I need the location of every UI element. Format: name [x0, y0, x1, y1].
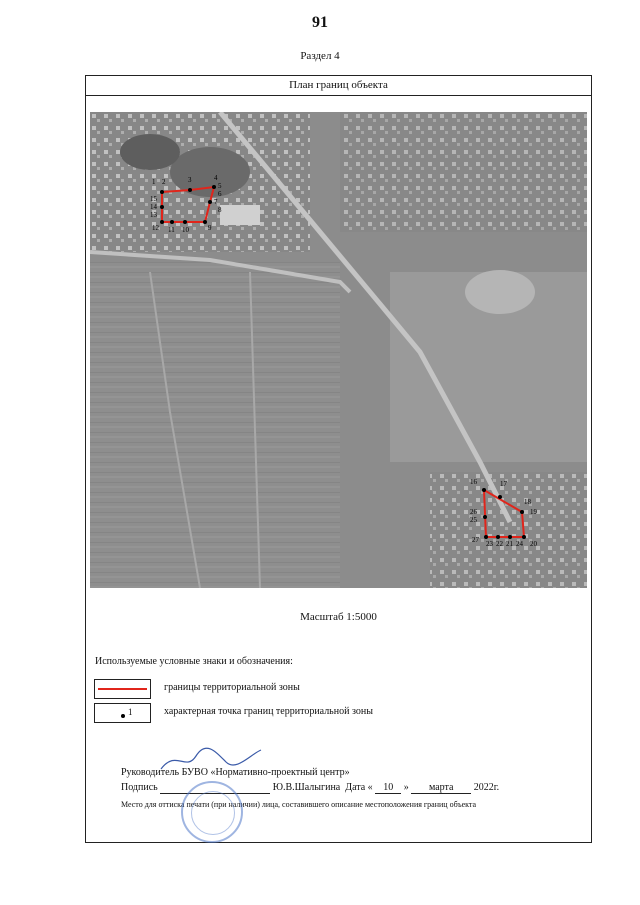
point-label-6: 6: [218, 190, 222, 198]
signature-line: [121, 782, 499, 794]
legend-point: [94, 703, 574, 723]
point-label-20: 20: [530, 540, 537, 548]
point-label-4: 4: [214, 174, 218, 182]
point-label-7: 7: [214, 198, 218, 206]
point-label-11: 11: [168, 226, 175, 234]
position-line: Руководитель БУВО «Нормативно-проектный центр»: [121, 767, 350, 778]
point-label-1: 1: [152, 178, 156, 186]
point-label-18: 18: [524, 498, 531, 506]
point-label-22: 22: [496, 540, 503, 548]
point-label-17: 17: [500, 480, 507, 488]
point-label-9: 9: [208, 224, 212, 232]
sign-label: Подпись: [121, 782, 158, 793]
point-label-3: 3: [188, 176, 192, 184]
date-mid: »: [403, 782, 409, 793]
legend-title: Используемые условные знаки и обозначения:: [95, 656, 293, 667]
aerial-map: [90, 112, 587, 588]
boundary-line-icon: [98, 688, 147, 690]
legend-boundary: [94, 679, 574, 699]
point-label-2: 2: [162, 178, 166, 186]
point-dot-icon: [121, 714, 125, 718]
page-number: 91: [312, 14, 328, 31]
plan-title: План границ объекта: [86, 76, 591, 96]
point-label-24: 24: [516, 540, 523, 548]
date-year: 2022г.: [473, 782, 500, 793]
point-label-16: 16: [470, 478, 477, 486]
stamp-seal-icon: [181, 781, 243, 843]
legend-boundary-text: границы территориальной зоны: [164, 682, 300, 693]
legend-point-number: 1: [128, 707, 133, 717]
point-label-12: 12: [152, 224, 159, 232]
point-label-23: 23: [486, 540, 493, 548]
handwritten-signature-icon: [156, 744, 266, 774]
point-label-21: 21: [506, 540, 513, 548]
point-label-13: 13: [150, 211, 157, 219]
date-label: Дата «: [345, 782, 373, 793]
point-label-26: 26: [470, 508, 477, 516]
point-label-25: 25: [470, 516, 477, 524]
stamp-note: Место для оттиска печати (при наличии) лица, составившего описание местоположения границ объекта: [121, 800, 477, 809]
point-label-8: 8: [218, 206, 222, 214]
point-label-5: 5: [218, 182, 222, 190]
point-label-10: 10: [182, 226, 189, 234]
scale-label: Масштаб 1:5000: [300, 611, 377, 623]
boundary-swatch: [94, 679, 151, 699]
point-label-15: 15: [150, 195, 157, 203]
legend-point-text: характерная точка границ территориальной зоны: [164, 706, 373, 717]
plan-frame: [85, 75, 592, 843]
point-swatch: [94, 703, 151, 723]
date-month: марта: [411, 782, 471, 794]
signer-name: Ю.В.Шалыгина: [272, 782, 341, 793]
point-label-19: 19: [530, 508, 537, 516]
section-heading: Раздел 4: [300, 50, 340, 62]
date-day: 10: [375, 782, 401, 794]
point-label-27: 27: [472, 536, 479, 544]
point-label-14: 14: [150, 203, 157, 211]
map-svg: [90, 112, 587, 588]
